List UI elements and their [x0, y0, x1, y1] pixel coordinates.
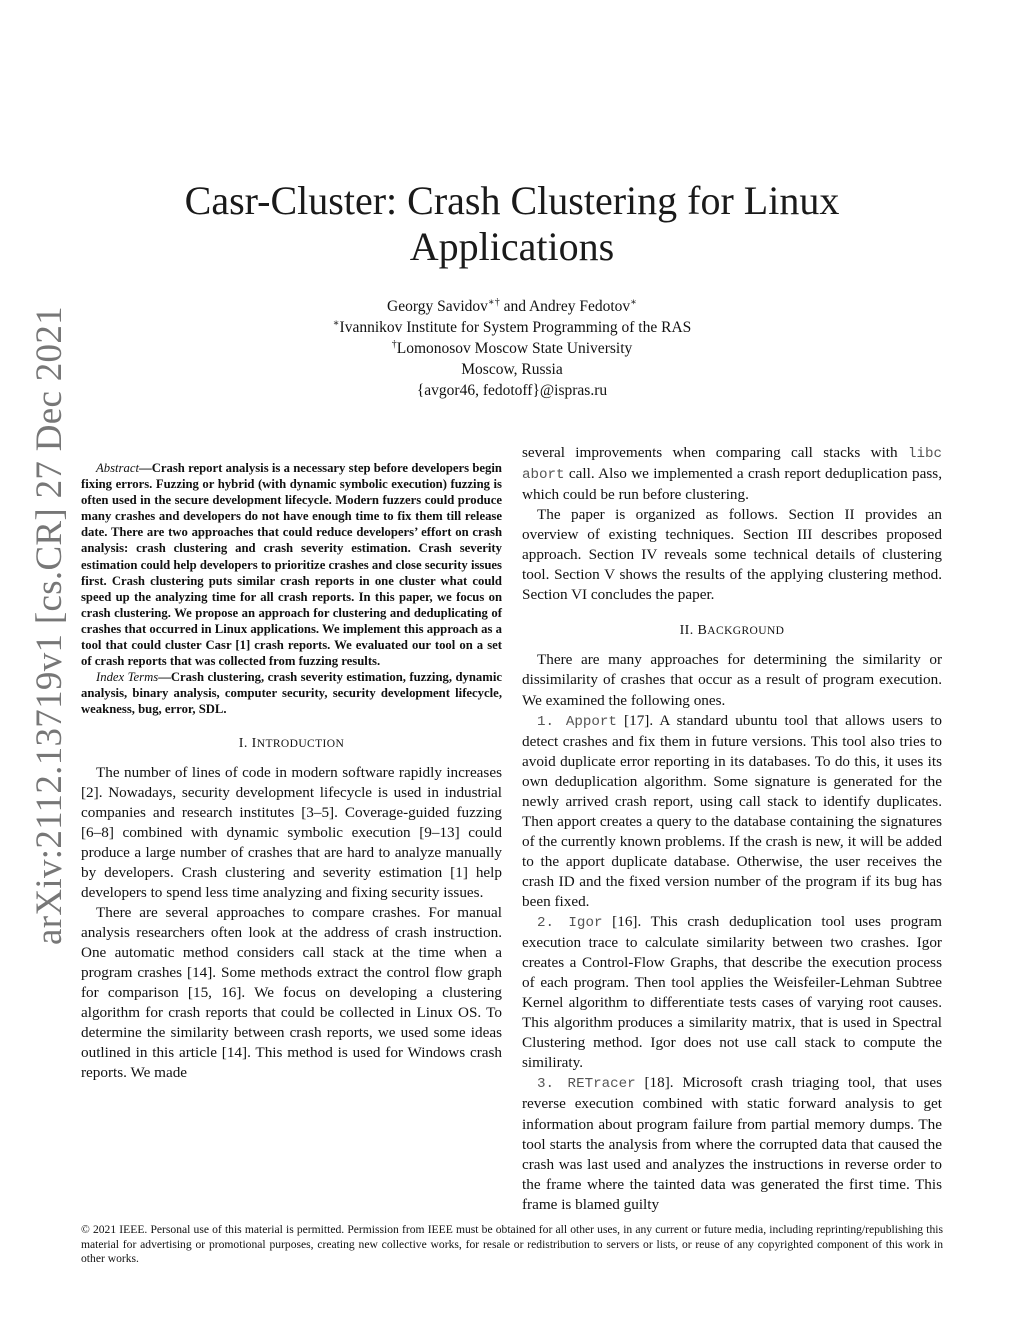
right-paragraph-2: The paper is organized as follows. Section II provides an overview of existing techniques. Section III describes proposed approach. Section IV reveals some technical details of clustering tool. Section V shows the results of the applying clustering method. Section VI concludes the paper. — [522, 506, 942, 604]
intro-paragraph-1: The number of lines of code in modern software rapidly increases [2]. Nowadays, security development lifecycle is used in industrial companies and research institutes [3–5]. Coverage-guided fuzzing [6–8] combined with dynamic symbolic execution [9–13] could produce a large number of crashes that are hard to analyze manually by developers. Crash clustering and severity estimation [1] help developers to spend less time analyzing and fixing security issues. — [81, 763, 502, 901]
author-names: Georgy Savidov∗† and Andrey Fedotov∗ — [387, 296, 637, 315]
affiliation-2: †Lomonosov Moscow State University — [391, 338, 633, 357]
author-email: {avgor46, fedotoff}@ispras.ru — [416, 382, 608, 399]
affiliation-1: ∗Ivannikov Institute for System Programming of the RAS — [332, 317, 692, 336]
code-igor: 2. Igor — [537, 915, 603, 932]
abstract — [81, 460, 502, 718]
index-terms: Index Terms—Crash clustering, crash severity estimation, fuzzing, dynamic analysis, binary analysis, computer security, security development lifecycle, weakness, bug, error, SDL. — [81, 670, 502, 717]
copyright-footer: © 2021 IEEE. Personal use of this material is permitted. Permission from IEEE must be obtained for all other uses, in any current or future media, including reprinting/republishing this material for advertising or promotional purposes, creating new collective works, for resale or redistribution to servers or lists, or reuse of any copyrighted component of this work in other works. — [81, 1223, 943, 1266]
left-column — [81, 436, 502, 1083]
right-column — [522, 443, 942, 1215]
apport-paragraph: 1. Apport [17]. A standard ubuntu tool that allows users to detect crashes and fix them in future versions. This tool also tries to avoid duplicate error reporting in its databases. To do this, it uses its own deduplication algorithm. Some signature is generated for the newly arrived crash report, using call stack to identify duplicates. Then apport creates a query to the database containing the signatures of the currently known problems. If the crash is new, it will be added to the apport duplicate database. Otherwise, the user receives the crash ID and the fixed version number of the program if its bug has been fixed. — [522, 711, 943, 910]
code-apport: 1. Apport — [537, 713, 617, 730]
section-heading-introduction: I. INTRODUCTION — [238, 735, 345, 751]
author-city: Moscow, Russia — [461, 361, 563, 378]
author-block — [200, 296, 824, 401]
code-retracer: 3. RETracer — [537, 1076, 636, 1093]
background-paragraph-1: There are many approaches for determining the similarity or dissimilarity of crashes that occur as a result of program execution. We examined the following ones. — [522, 651, 942, 709]
igor-paragraph: 2. Igor [16]. This crash deduplication tool uses program execution trace to calculate similarity between two crashes. Igor creates a Control-Flow Graphs, that describe the execution process of each program. Then tool applies the Weisfeiler-Lehman Subtree Kernel algorithm to differentiate tests cases of varying root causes. This algorithm produces a similarity matrix, that is used in Spectral Clustering method. Igor does not use call stack to compute the similiraty. — [522, 913, 942, 1072]
paper-title: Casr-Cluster: Crash Clustering for Linux Applications — [184, 178, 840, 269]
code-libc-abort: libc abort — [522, 446, 942, 484]
section-heading-background: II. BACKGROUND — [679, 623, 785, 639]
arxiv-identifier: arXiv:2112.13719v1 [cs.CR] 27 Dec 2021 — [29, 306, 70, 945]
intro-paragraph-2: There are several approaches to compare crashes. For manual analysis researchers often look at the address of crash instruction. One automatic method considers call stack at the time when a program crashes [14]. Some methods extract the control flow graph for comparison [15, 16]. We focus on developing a clustering algorithm for crash reports that could be collected in Linux OS. To determine the similarity between crash reports, we used some ideas outlined in this article [14]. This method is used for Windows crash reports. We made — [81, 903, 502, 1082]
right-paragraph-1: several improvements when comparing call stacks with libc abort call. Also we implemented a crash report deduplication pass, which could be run before clustering. — [522, 444, 942, 504]
abstract-text: Abstract—Crash report analysis is a necessary step before developers begin fixing errors. Fuzzing or hybrid (with dynamic symbolic execution) fuzzing is often used in the secure development lifecycle. Modern fuzzers could produce many crashes and developers do not have enough time to fix them till release date. There are two approaches that could reduce developers’ effort on crash analysis: crash clustering and crash severity estimation. Crash severity estimation could help developers to prioritize crashes and close security issues first. Crash clustering puts similar crash reports in one cluster what could speed up the analyzing time for all crash reports. In this paper, we focus on crash clustering. We propose an approach for clustering and deduplicating of crashes that occurred in Linux applications. We implement this approach as a tool that could cluster Casr [1] crash reports. We evaluated our tool on a set of crash reports that was collected from fuzzing results. — [81, 461, 502, 669]
retracer-paragraph: 3. RETracer [18]. Microsoft crash triaging tool, that uses reverse execution combined with static forward analysis to get information about program failure from partial memory dumps. The tool starts the analysis from where the corrupted data that caused the crash was last used and analyzes the instructions in reverse order to the frame where the tainted data was generated the first time. This frame is blamed guilty — [522, 1074, 942, 1213]
